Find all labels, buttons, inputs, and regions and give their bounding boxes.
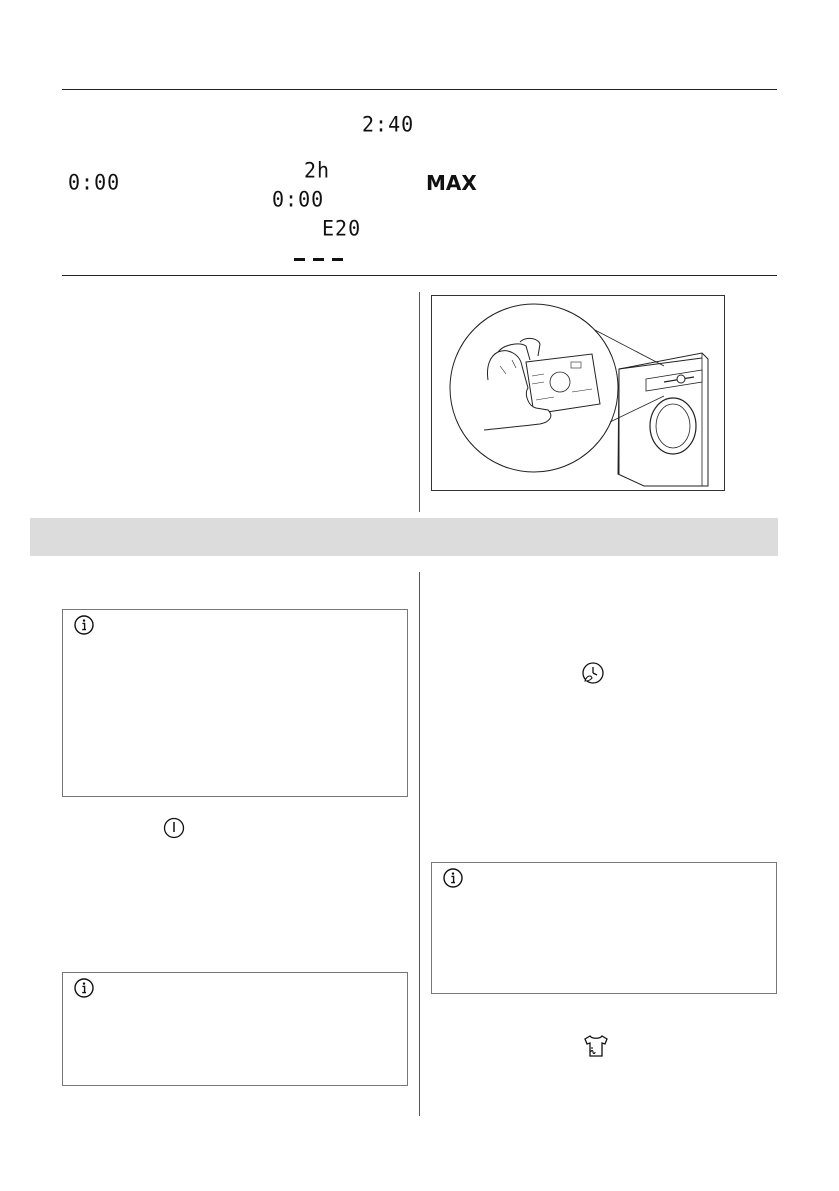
dashes-readout [294, 255, 346, 261]
info-icon [74, 978, 94, 998]
table-bottom-rule [62, 275, 777, 276]
dash-3 [332, 258, 343, 261]
info-icon [443, 868, 463, 888]
eco-timer-icon [581, 661, 605, 685]
steam-care-icon [582, 1033, 608, 1059]
info-box-3 [431, 862, 777, 994]
column-divider-upper [419, 292, 420, 512]
zero-time-readout: 0:00 [68, 169, 121, 195]
dash-2 [313, 258, 324, 261]
dash-1 [294, 258, 305, 261]
info-icon [74, 615, 94, 635]
delay-zero-readout: 0:00 [272, 186, 325, 212]
washer-label-drawing [432, 296, 726, 492]
rating-label-illustration [431, 295, 725, 491]
delay-hours-readout: 2h [304, 157, 331, 183]
info-box-1 [62, 609, 408, 797]
top-rule [62, 89, 777, 90]
section-header-bar [30, 518, 778, 556]
error-code-readout: E20 [322, 215, 362, 241]
power-icon [163, 817, 185, 839]
max-label: MAX [426, 171, 477, 195]
column-divider-lower [419, 572, 420, 1116]
time-remaining-readout: 2:40 [362, 111, 415, 137]
info-box-2 [62, 972, 408, 1086]
